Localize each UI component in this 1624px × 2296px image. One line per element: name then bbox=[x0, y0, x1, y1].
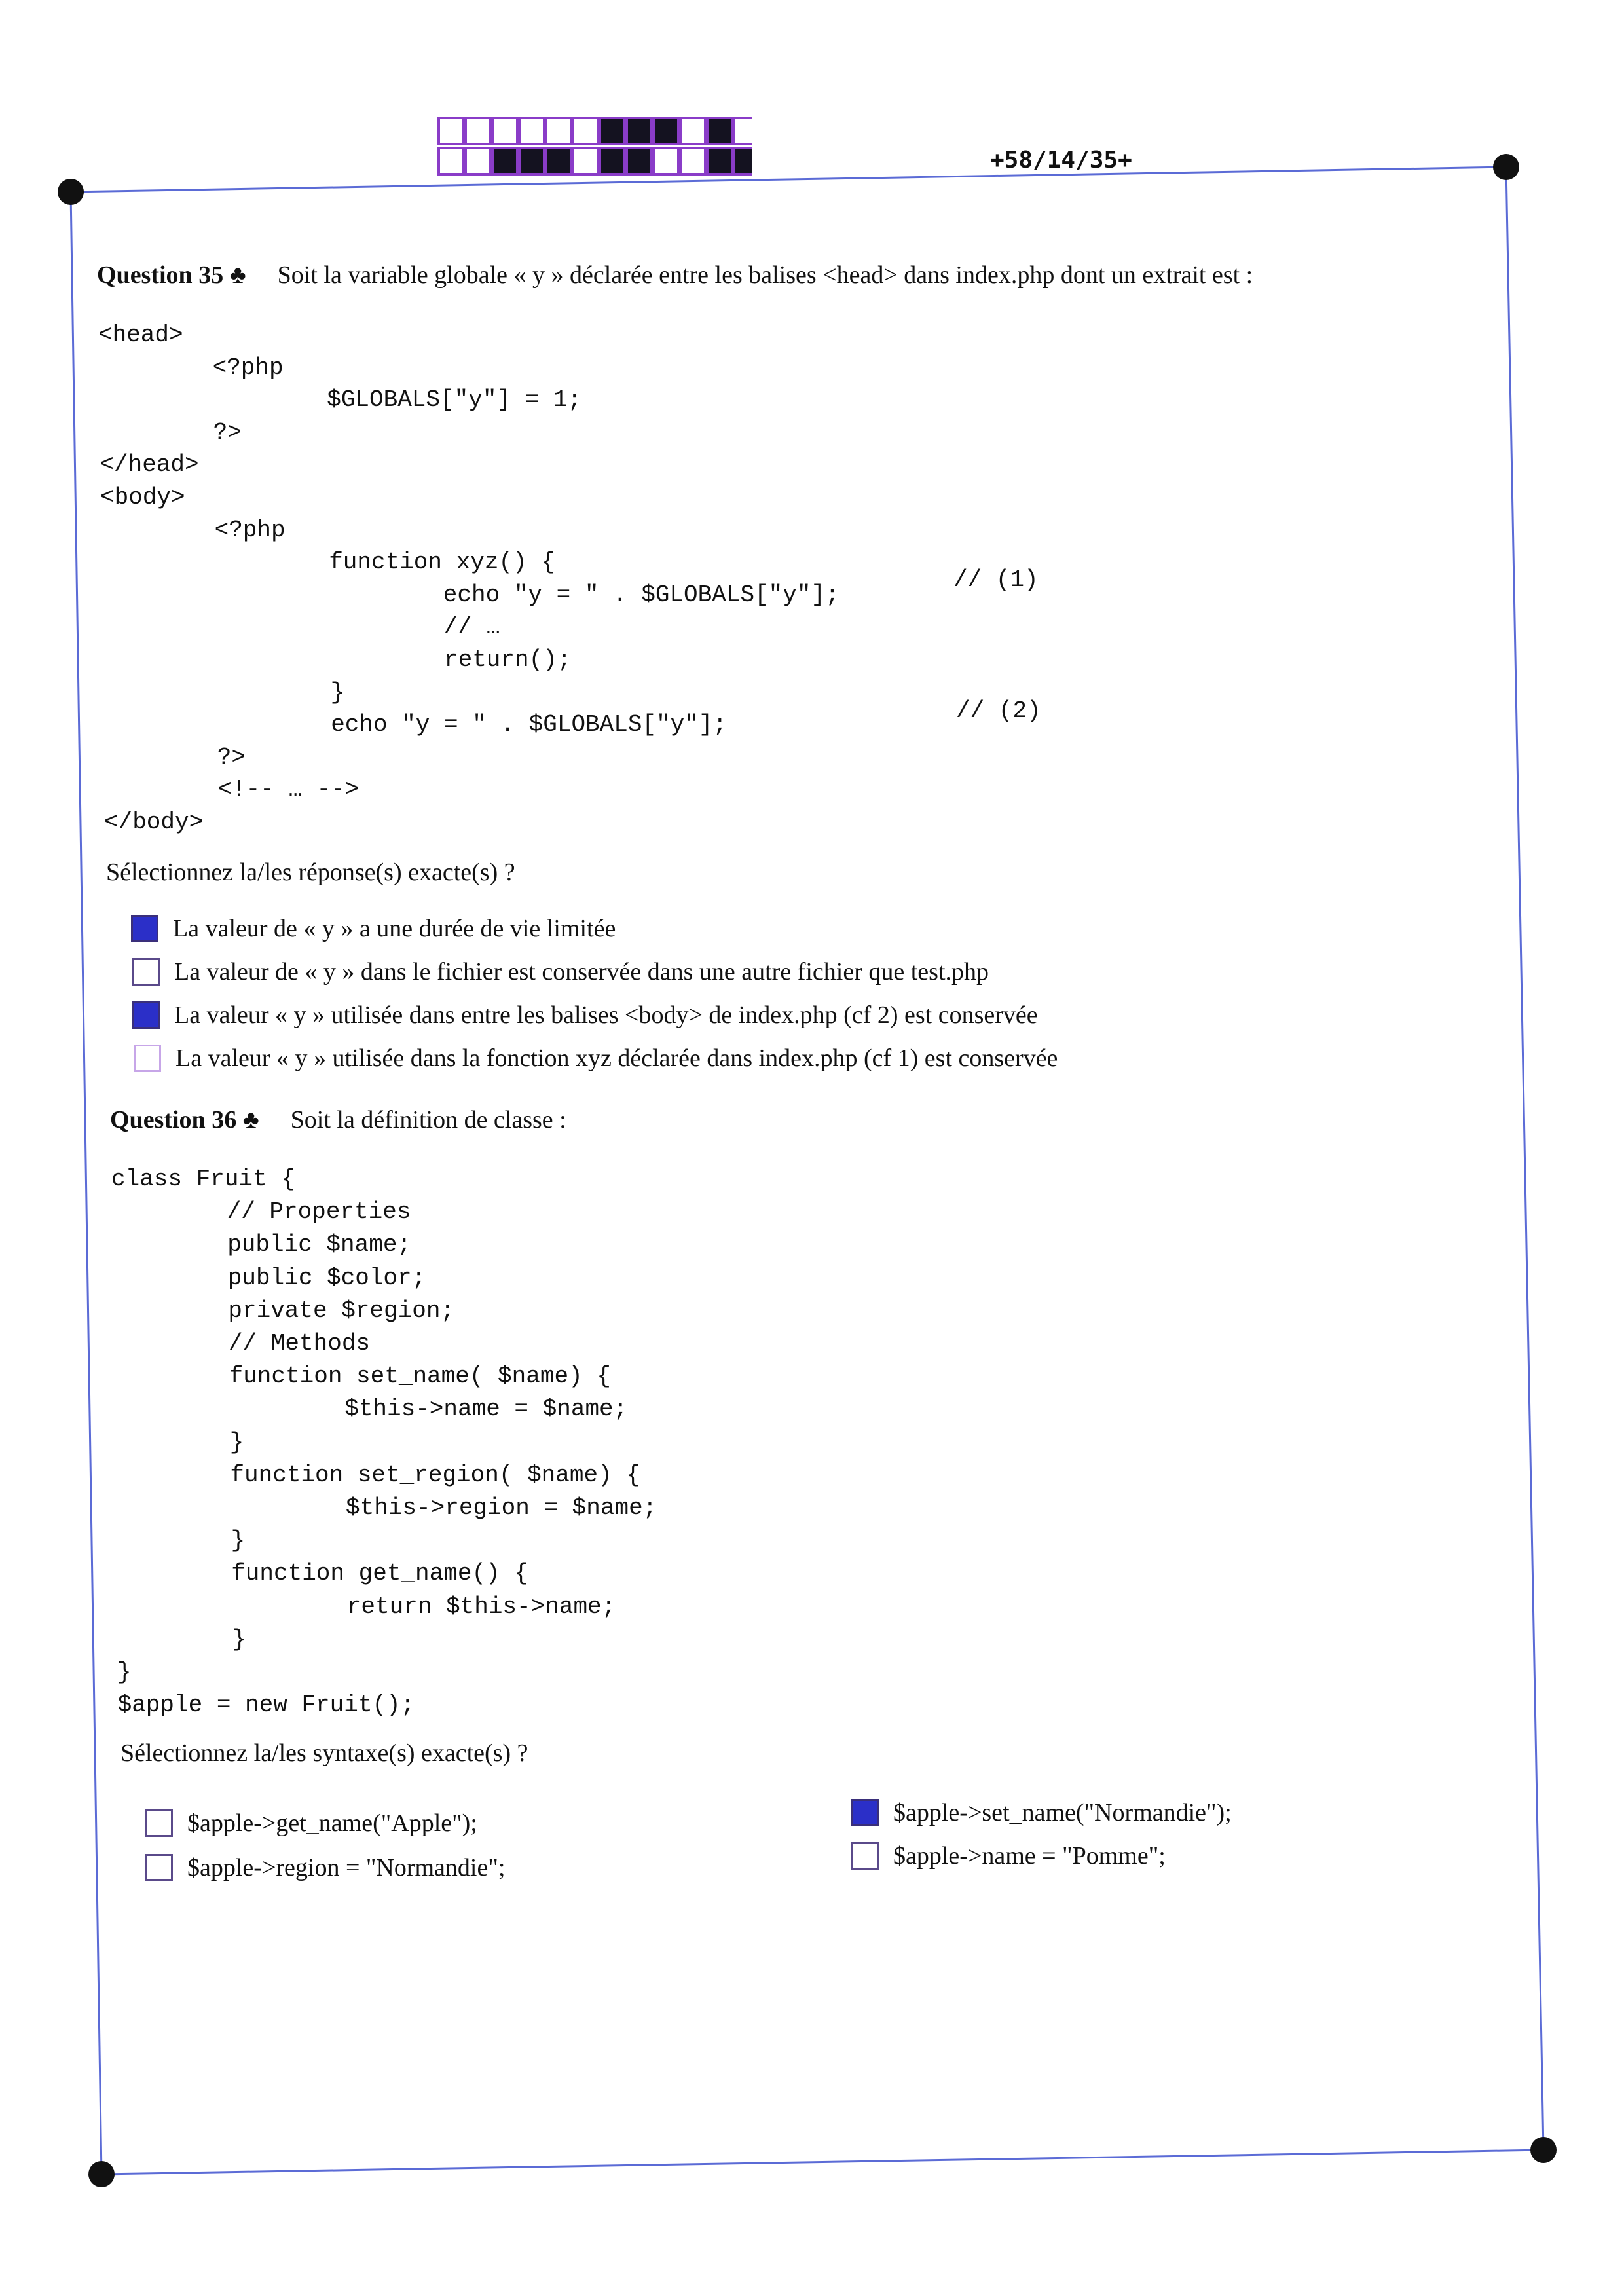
barcode-cell bbox=[573, 118, 598, 144]
answer-option[interactable] bbox=[134, 1044, 1058, 1073]
barcode-cell bbox=[439, 118, 464, 144]
answer-option[interactable] bbox=[132, 957, 989, 986]
checkbox-checked[interactable] bbox=[851, 1799, 879, 1826]
checkbox[interactable] bbox=[851, 1842, 879, 1870]
answer-option-label: $apple->region = "Normandie"; bbox=[187, 1854, 506, 1881]
barcode-cell bbox=[466, 118, 490, 144]
code-line: // Properties bbox=[227, 1198, 411, 1226]
code-line: function get_name() { bbox=[231, 1560, 528, 1587]
barcode-cell bbox=[627, 148, 652, 174]
code-line: // … bbox=[443, 614, 500, 641]
answer-option[interactable] bbox=[145, 1809, 477, 1838]
answer-option-label: La valeur « y » utilisée dans la fonction xyz déclarée dans index.php (cf 1) est conservée bbox=[175, 1045, 1058, 1072]
checkbox-checked[interactable] bbox=[132, 1001, 160, 1029]
checkbox[interactable] bbox=[134, 1045, 161, 1072]
code-line: } bbox=[117, 1659, 132, 1686]
question-35-prompt: Sélectionnez la/les réponse(s) exacte(s) ? bbox=[106, 859, 515, 886]
code-line: class Fruit { bbox=[111, 1166, 295, 1193]
checkbox-checked[interactable] bbox=[131, 915, 158, 942]
code-line: <?php bbox=[214, 516, 286, 544]
answer-option-label: $apple->set_name("Normandie"); bbox=[893, 1799, 1232, 1826]
barcode-cell bbox=[492, 118, 517, 144]
barcode-cell bbox=[600, 148, 625, 174]
answer-option[interactable] bbox=[851, 1798, 1232, 1827]
code-line: } bbox=[232, 1625, 246, 1653]
code-line: <!-- … --> bbox=[217, 776, 360, 804]
code-line: ?> bbox=[217, 743, 246, 771]
page-code: +58/14/35+ bbox=[990, 147, 1132, 174]
answer-option-label: La valeur de « y » a une durée de vie limitée bbox=[173, 915, 616, 942]
barcode-cell bbox=[600, 118, 625, 144]
corner-mark-bottom-left bbox=[88, 2161, 115, 2187]
code-line: function xyz() { bbox=[329, 549, 555, 576]
question-35-header bbox=[97, 261, 1253, 289]
barcode-cell bbox=[680, 148, 705, 174]
question-36-text: Soit la définition de classe : bbox=[290, 1106, 566, 1134]
code-line: return $this->name; bbox=[346, 1593, 616, 1620]
answer-option-label: La valeur de « y » dans le fichier est conservée dans une autre fichier que test.php bbox=[174, 958, 989, 986]
barcode-cell bbox=[466, 148, 490, 174]
barcode-cell bbox=[573, 148, 598, 174]
code-comment-1: // (1) bbox=[953, 566, 1039, 593]
page-barcode bbox=[437, 117, 752, 182]
code-line: } bbox=[231, 1527, 246, 1555]
code-line: echo "y = " . $GLOBALS["y"]; bbox=[443, 581, 840, 608]
barcode-cell bbox=[654, 148, 678, 174]
question-36-prompt: Sélectionnez la/les syntaxe(s) exacte(s) ? bbox=[120, 1739, 528, 1767]
code-line: <?php bbox=[212, 354, 284, 381]
barcode-cell bbox=[734, 118, 752, 144]
code-line: $this->name = $name; bbox=[344, 1396, 628, 1423]
answer-option-label: La valeur « y » utilisée dans entre les balises <body> de index.php (cf 2) est conservée bbox=[174, 1001, 1038, 1029]
barcode-cell bbox=[680, 118, 705, 144]
question-36-title: Question 36 ♣ bbox=[110, 1106, 259, 1134]
barcode-cell bbox=[654, 118, 678, 144]
code-line: <head> bbox=[98, 322, 183, 348]
question-35-text: Soit la variable globale « y » déclarée entre les balises <head> dans index.php dont un extrait est : bbox=[277, 261, 1253, 289]
code-line: // Methods bbox=[229, 1330, 371, 1357]
code-line: <body> bbox=[100, 484, 185, 511]
checkbox[interactable] bbox=[132, 958, 160, 986]
checkbox[interactable] bbox=[145, 1809, 173, 1837]
code-line: $GLOBALS["y"] = 1; bbox=[327, 386, 582, 414]
answer-option[interactable] bbox=[132, 1001, 1038, 1029]
barcode-cell bbox=[627, 118, 652, 144]
barcode-cell bbox=[546, 148, 571, 174]
code-line: } bbox=[229, 1428, 244, 1456]
corner-mark-bottom-right bbox=[1530, 2137, 1557, 2163]
answer-option[interactable] bbox=[145, 1853, 505, 1882]
barcode-cell bbox=[519, 148, 544, 174]
code-line: function set_region( $name) { bbox=[230, 1461, 640, 1489]
question-35-title: Question 35 ♣ bbox=[97, 261, 246, 289]
corner-mark-top-right bbox=[1493, 154, 1519, 180]
checkbox[interactable] bbox=[145, 1854, 173, 1881]
barcode-cell bbox=[707, 118, 732, 144]
code-line: $apple = new Fruit(); bbox=[117, 1692, 415, 1719]
code-line: echo "y = " . $GLOBALS["y"]; bbox=[331, 711, 728, 739]
question-36-header bbox=[110, 1105, 566, 1134]
code-line: public $name; bbox=[227, 1231, 412, 1259]
answer-option-label: $apple->get_name("Apple"); bbox=[187, 1809, 477, 1837]
code-line: private $region; bbox=[228, 1297, 455, 1324]
code-line: </head> bbox=[100, 451, 199, 479]
code-line: public $color; bbox=[227, 1264, 426, 1291]
barcode-cell bbox=[492, 148, 517, 174]
code-line: </body> bbox=[104, 809, 204, 836]
code-line: return(); bbox=[444, 646, 572, 673]
code-line: function set_name( $name) { bbox=[229, 1363, 611, 1390]
code-line: ?> bbox=[213, 418, 242, 446]
answer-option[interactable] bbox=[131, 914, 616, 943]
answer-option[interactable] bbox=[851, 1842, 1166, 1870]
corner-mark-top-left bbox=[58, 179, 84, 205]
barcode-cell bbox=[707, 148, 732, 174]
barcode-cell bbox=[439, 148, 464, 174]
code-line: } bbox=[330, 678, 345, 706]
code-comment-2: // (2) bbox=[956, 697, 1041, 724]
barcode-cell bbox=[519, 118, 544, 144]
answer-option-label: $apple->name = "Pomme"; bbox=[893, 1842, 1166, 1870]
code-line: $this->region = $name; bbox=[346, 1494, 657, 1521]
barcode-cell bbox=[734, 148, 752, 174]
barcode-cell bbox=[546, 118, 571, 144]
